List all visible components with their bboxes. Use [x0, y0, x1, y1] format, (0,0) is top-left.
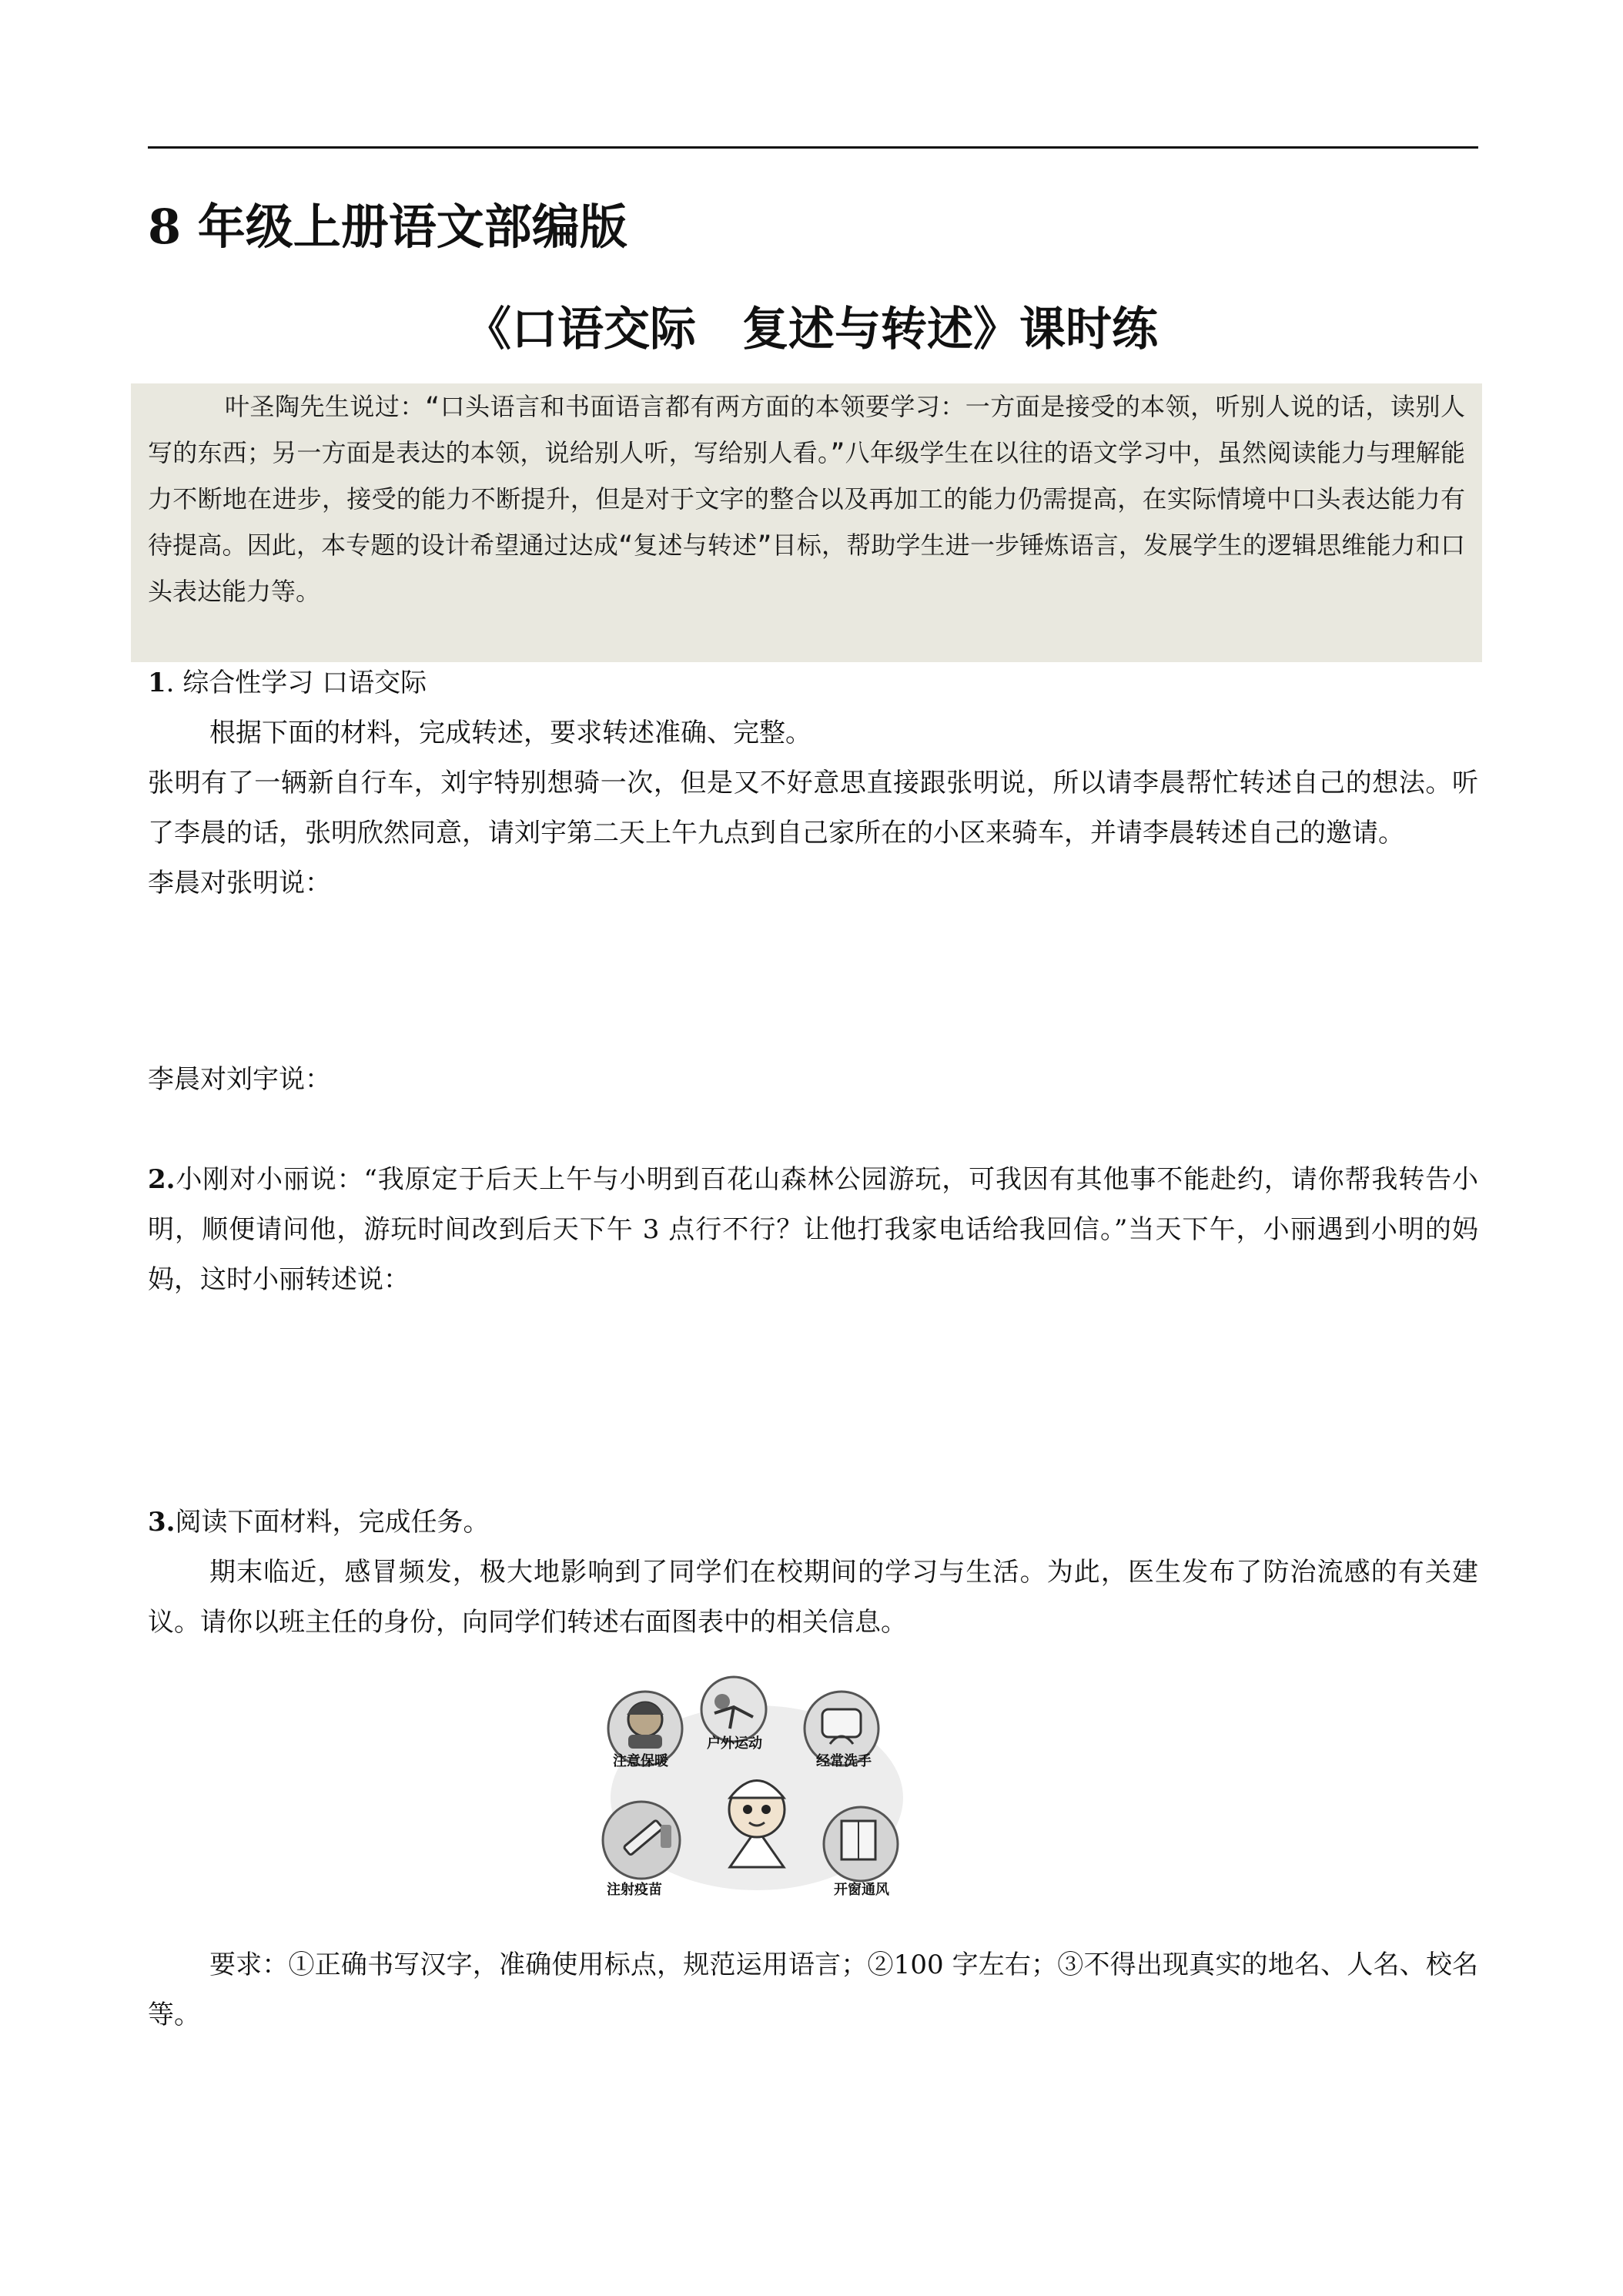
q1-prompt-b: 李晨对刘宇说：: [148, 1064, 331, 1095]
question-1: [148, 658, 1478, 909]
grade-title: 8 年级上册语文部编版: [148, 199, 627, 255]
figure-label-4: 开窗通风: [834, 1882, 889, 1898]
q2-text: 小刚对小丽说：“我原定于后天上午与小明到百花山森林公园游玩，可我因有其他事不能赴约，请你帮我转告小明，顺便请问他，游玩时间改到后天下午 3 点行不行？让他打我家电话给我回信。”当天下午，小丽遇到小明的妈妈，这时小丽转述说：: [148, 1164, 1478, 1295]
intro-box: [131, 383, 1482, 662]
figure-label-3: 注射疫苗: [607, 1882, 662, 1898]
q3-requirements-block: [148, 1940, 1478, 2040]
intro-text: 叶圣陶先生说过：“口头语言和书面语言都有两方面的本领要学习：一方面是接受的本领，听别人说的话，读别人写的东西；另一方面是表达的本领，说给别人听，写给别人看。”八年级学生在以往的语文学习中，虽然阅读能力与理解能力不断地在进步，接受的能力不断提升，但是对于文字的整合以及再加工的能力仍需提高，在实际情境中口头表达能力有待提高。因此，本专题的设计希望通过达成“复述与转述”目标，帮助学生进一步锤炼语言，发展学生的逻辑思维能力和口头表达能力等。: [148, 392, 1465, 606]
q1-instruction: 根据下面的材料，完成转述，要求转述准确、完整。: [209, 718, 812, 748]
q3-heading: 阅读下面材料，完成任务。: [175, 1507, 490, 1538]
figure-label-2: 经常洗手: [816, 1753, 872, 1769]
q1-material: 张明有了一辆新自行车，刘宇特别想骑一次，但是又不好意思直接跟张明说，所以请李晨帮忙转述自己的想法。听了李晨的话，张明欣然同意，请刘宇第二天上午九点到自己家所在的小区来骑车，并请李晨转述自己的邀请。: [148, 768, 1478, 848]
figure-label-0: 注意保暖: [613, 1753, 668, 1769]
figure-illustration: [599, 1675, 915, 1906]
window-ventilation-icon: [824, 1807, 898, 1881]
q1-heading: . 综合性学习 口语交际: [166, 668, 427, 698]
q1-prompt-a: 李晨对张明说：: [148, 868, 331, 899]
doc-title: 《口语交际 复述与转述》课时练: [465, 303, 1158, 356]
outdoor-exercise-icon: [701, 1677, 766, 1742]
vaccine-syringe-icon: [603, 1802, 680, 1879]
q1-number: 1: [148, 668, 166, 698]
flu-prevention-figure: [599, 1675, 915, 1906]
header-rule: [148, 146, 1478, 149]
q3-number: 3.: [148, 1507, 176, 1538]
question-2: [148, 1155, 1478, 1305]
q3-material: 期末临近，感冒频发，极大地影响到了同学们在校期间的学习与生活。为此，医生发布了防治流感的有关建议。请你以班主任的身份，向同学们转述右面图表中的相关信息。: [148, 1557, 1478, 1638]
q2-number: 2.: [148, 1164, 176, 1195]
q3-requirements: 要求：①正确书写汉字，准确使用标点，规范运用语言；②100 字左右；③不得出现真实的地名、人名、校名等。: [148, 1950, 1478, 2030]
question-3: [148, 1498, 1478, 1648]
q1-prompt-b-wrap: [148, 1055, 1478, 1105]
figure-label-1: 户外运动: [707, 1735, 762, 1752]
